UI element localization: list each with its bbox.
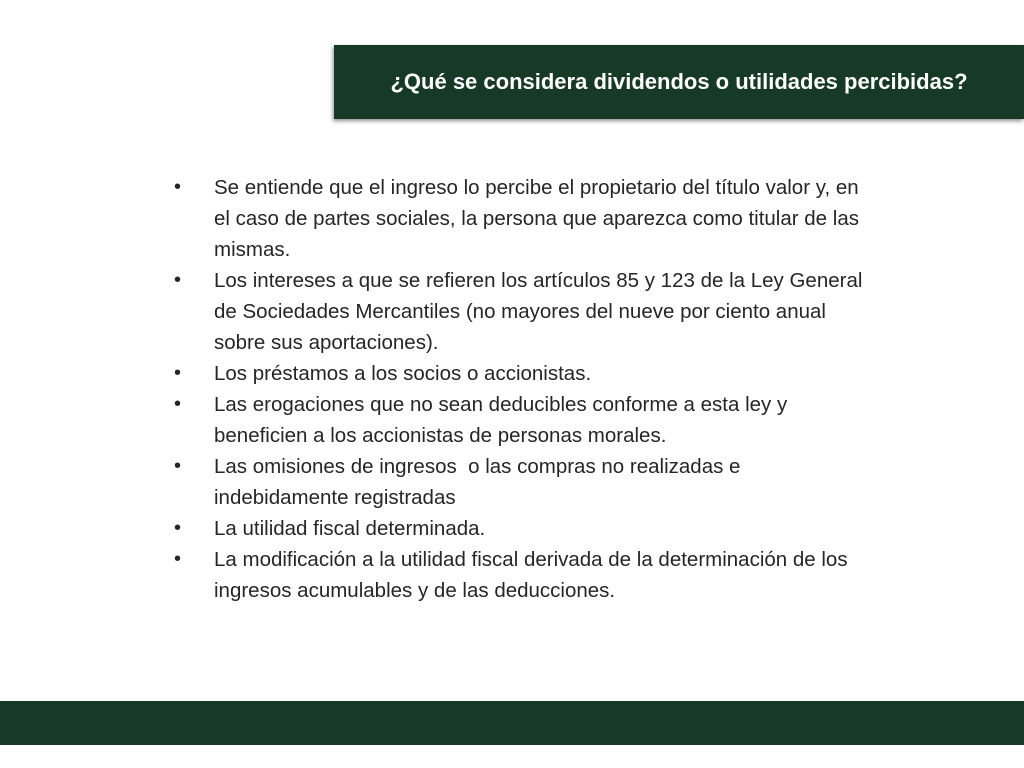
footer-bar bbox=[0, 701, 1024, 745]
bullet-item bbox=[172, 265, 872, 358]
bullet-item bbox=[172, 389, 872, 451]
bullet-text: Se entiende que el ingreso lo percibe el propietario del título valor y, en el caso de partes sociales, la persona que aparezca como titular de las mismas. bbox=[214, 176, 859, 261]
bullet-item bbox=[172, 513, 872, 544]
bullet-item bbox=[172, 451, 872, 513]
bullet-icon: • bbox=[174, 176, 182, 198]
slide-content bbox=[172, 172, 872, 606]
bullet-icon: • bbox=[174, 393, 182, 415]
bullet-text: La utilidad fiscal determinada. bbox=[214, 517, 486, 540]
bullet-icon: • bbox=[174, 517, 182, 539]
bullet-list bbox=[172, 172, 872, 606]
bullet-item bbox=[172, 358, 872, 389]
bullet-text: Las omisiones de ingresos o las compras no realizadas e indebidamente registradas bbox=[214, 455, 747, 509]
bullet-icon: • bbox=[174, 362, 182, 384]
title-banner bbox=[334, 45, 1024, 119]
bullet-icon: • bbox=[174, 455, 182, 477]
bullet-icon: • bbox=[174, 269, 182, 291]
bullet-text: Los intereses a que se refieren los artículos 85 y 123 de la Ley General de Sociedades Mercantiles (no mayores del nueve por ciento anual sobre sus aportaciones). bbox=[214, 269, 863, 354]
bullet-text: Las erogaciones que no sean deducibles conforme a esta ley y beneficien a los accionistas de personas morales. bbox=[214, 393, 788, 447]
bullet-text: La modificación a la utilidad fiscal derivada de la determinación de los ingresos acumulables y de las deducciones. bbox=[214, 548, 848, 602]
bullet-item bbox=[172, 544, 872, 606]
slide-title: ¿Qué se considera dividendos o utilidades percibidas? bbox=[390, 69, 968, 94]
bullet-icon: • bbox=[174, 548, 182, 570]
bullet-item bbox=[172, 172, 872, 265]
bullet-text: Los préstamos a los socios o accionistas. bbox=[214, 362, 592, 385]
